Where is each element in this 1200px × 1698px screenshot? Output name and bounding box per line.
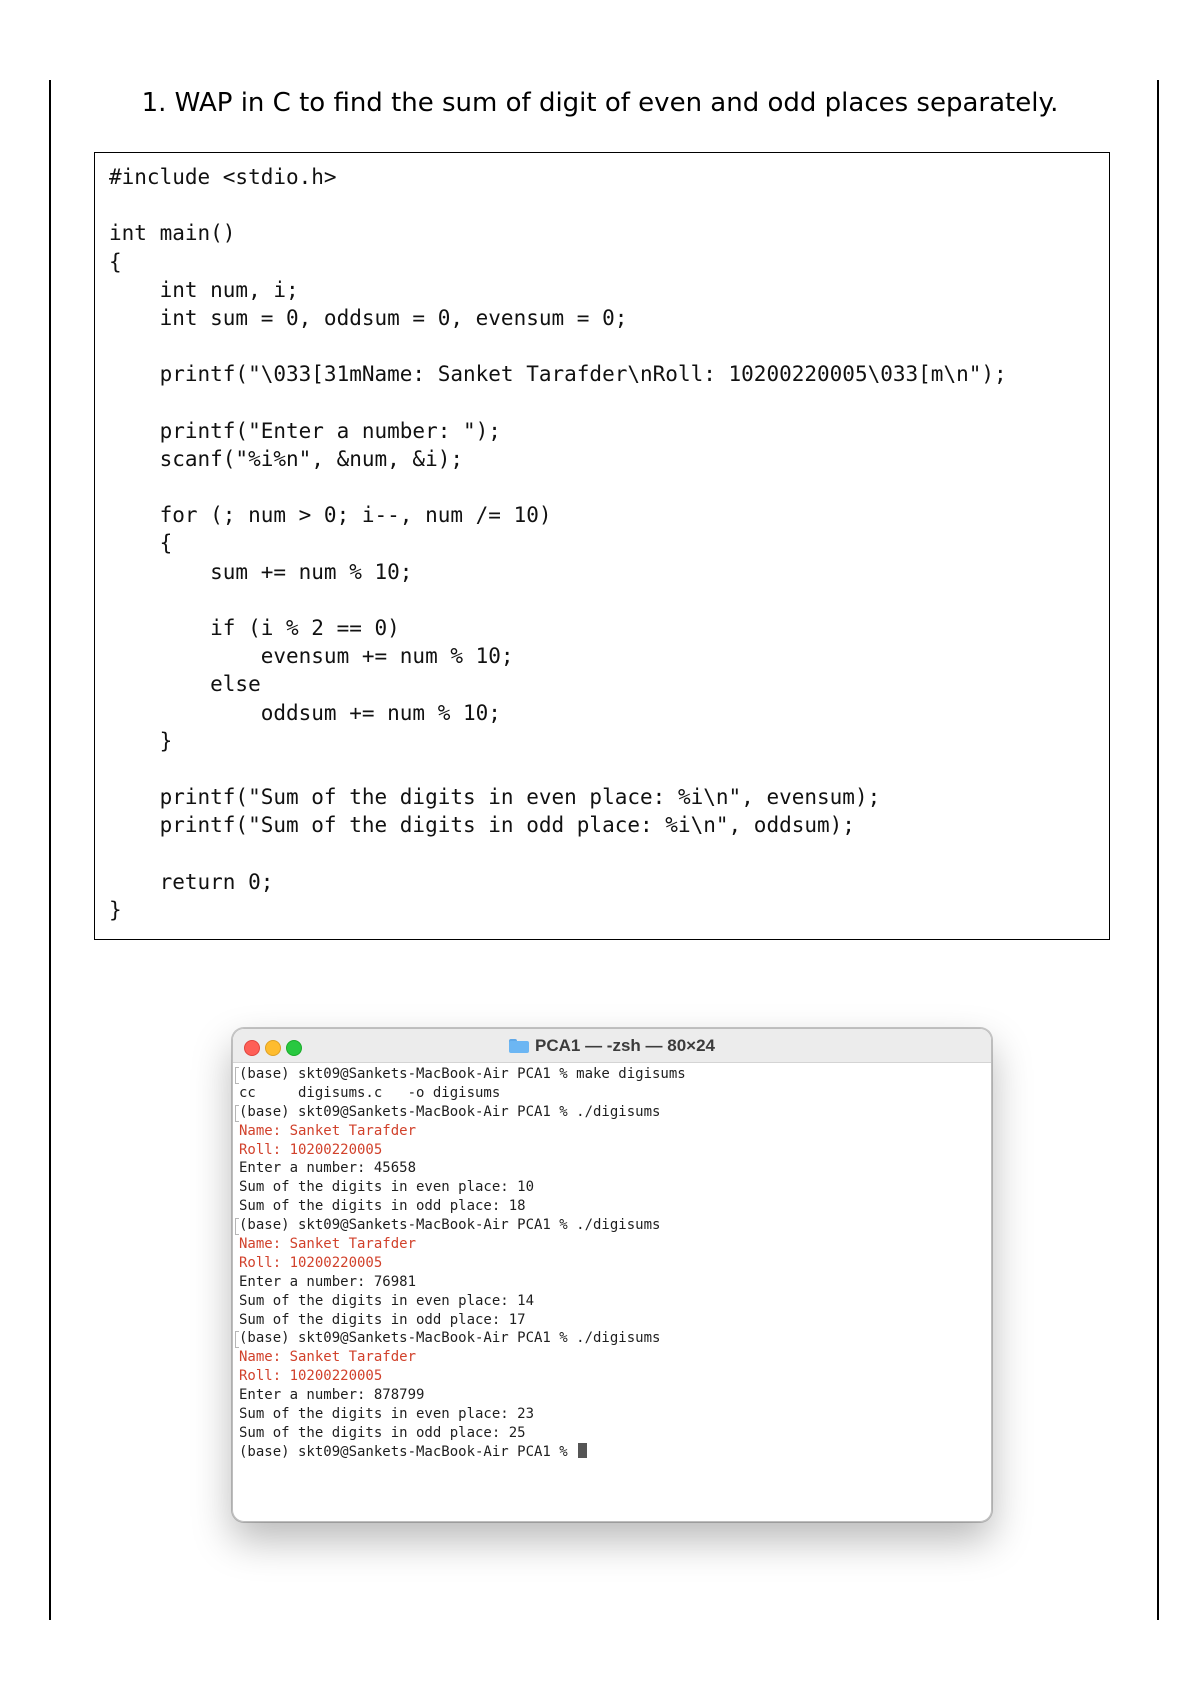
terminal-output[interactable] [233, 1063, 991, 1462]
code-line [109, 191, 1007, 219]
code-line: } [109, 728, 173, 753]
terminal-output-line [239, 1405, 991, 1424]
terminal-line-text: (base) skt09@Sankets-MacBook-Air PCA1 % make digisums [239, 1066, 686, 1082]
terminal-program-output-highlight [239, 1367, 991, 1386]
terminal-line-text: Enter a number: 878799 [239, 1387, 425, 1404]
code-line: } [109, 897, 122, 922]
code-line: return 0; [109, 869, 274, 894]
terminal-line-text: (base) skt09@Sankets-MacBook-Air PCA1 % ./digisums [239, 1217, 661, 1234]
terminal-prompt-line [239, 1329, 991, 1348]
code-line: int sum = 0, oddsum = 0, evensum = 0; [109, 305, 628, 330]
terminal-output-line [239, 1178, 991, 1197]
terminal-program-output-highlight [239, 1141, 991, 1160]
code-line [109, 840, 1007, 868]
code-line [109, 755, 1007, 783]
code-line: #include <stdio.h> [109, 165, 337, 189]
code-line [109, 473, 1007, 501]
terminal-prompt-line [239, 1065, 991, 1084]
terminal-prompt-line [239, 1103, 991, 1122]
question-title: 1. WAP in C to find the sum of digit of even and odd places separately. [141, 88, 1059, 118]
code-line: evensum += num % 10; [109, 644, 514, 669]
terminal-line-text: cc digisums.c -o digisums [239, 1084, 501, 1101]
page-right-rule [1157, 80, 1159, 1620]
code-line: scanf("%i%n", &num, &i); [109, 446, 464, 471]
terminal-program-output-highlight [239, 1122, 991, 1141]
code-line: printf("Sum of the digits in even place: %i\n", evensum); [109, 785, 881, 810]
folder-icon [509, 1039, 529, 1053]
terminal-output-line [239, 1159, 991, 1178]
code-lines [109, 163, 1007, 924]
terminal-output-line [239, 1386, 991, 1405]
code-line: { [109, 531, 173, 556]
terminal-line-text: (base) skt09@Sankets-MacBook-Air PCA1 % [239, 1443, 577, 1460]
terminal-prompt-line [239, 1443, 991, 1462]
code-line: printf("Sum of the digits in odd place: %i\n", oddsum); [109, 813, 855, 838]
terminal-line-text: Sum of the digits in even place: 10 [239, 1179, 535, 1196]
code-line [109, 332, 1007, 360]
code-line: printf("\033[31mName: Sanket Tarafder\nRoll: 10200220005\033[m\n"); [109, 362, 1007, 387]
terminal-output-line [239, 1311, 991, 1330]
terminal-line-text: Sum of the digits in even place: 23 [239, 1406, 535, 1423]
code-line: oddsum += num % 10; [109, 700, 501, 725]
code-line: for (; num > 0; i--, num /= 10) [109, 503, 552, 528]
code-line: printf("Enter a number: "); [109, 418, 501, 443]
terminal-titlebar[interactable] [233, 1029, 991, 1063]
terminal-program-output-highlight [239, 1235, 991, 1254]
code-listing [94, 152, 1110, 940]
terminal-title: PCA1 — -zsh — 80×24 [535, 1036, 715, 1055]
terminal-line-text: (base) skt09@Sankets-MacBook-Air PCA1 % ./digisums [239, 1103, 661, 1120]
terminal-output-line [239, 1424, 991, 1443]
code-line: int main() [109, 221, 236, 246]
terminal-line-text: Sum of the digits in even place: 14 [239, 1292, 535, 1309]
terminal-line-text: Roll: 10200220005 [239, 1368, 383, 1385]
terminal-program-output-highlight [239, 1348, 991, 1367]
cursor-icon [578, 1443, 587, 1458]
terminal-title-wrap [233, 1029, 991, 1063]
terminal-line-text: Sum of the digits in odd place: 17 [239, 1311, 526, 1328]
terminal-line-text: Name: Sanket Tarafder [239, 1236, 417, 1253]
terminal-output-line [239, 1197, 991, 1216]
terminal-line-text: Name: Sanket Tarafder [239, 1122, 417, 1139]
terminal-prompt-line [239, 1216, 991, 1235]
terminal-output-line [239, 1084, 991, 1103]
terminal-output-line [239, 1273, 991, 1292]
terminal-line-text: Name: Sanket Tarafder [239, 1349, 417, 1366]
terminal-output-line [239, 1292, 991, 1311]
terminal-program-output-highlight [239, 1254, 991, 1273]
terminal-line-text: Roll: 10200220005 [239, 1254, 383, 1271]
terminal-line-text: (base) skt09@Sankets-MacBook-Air PCA1 % ./digisums [239, 1330, 661, 1347]
terminal-line-text: Enter a number: 45658 [239, 1160, 417, 1177]
code-line: else [109, 672, 261, 697]
terminal-line-text: Roll: 10200220005 [239, 1141, 383, 1158]
code-line: if (i % 2 == 0) [109, 616, 400, 640]
code-line: sum += num % 10; [109, 559, 413, 584]
code-line [109, 586, 1007, 614]
page-left-rule [49, 80, 51, 1620]
code-line: int num, i; [109, 277, 299, 302]
terminal-line-text: Enter a number: 76981 [239, 1273, 417, 1290]
terminal-line-text: Sum of the digits in odd place: 25 [239, 1424, 526, 1441]
code-line [109, 389, 1007, 417]
terminal-window[interactable] [232, 1028, 992, 1522]
code-line: { [109, 249, 122, 274]
terminal-line-text: Sum of the digits in odd place: 18 [239, 1198, 526, 1215]
